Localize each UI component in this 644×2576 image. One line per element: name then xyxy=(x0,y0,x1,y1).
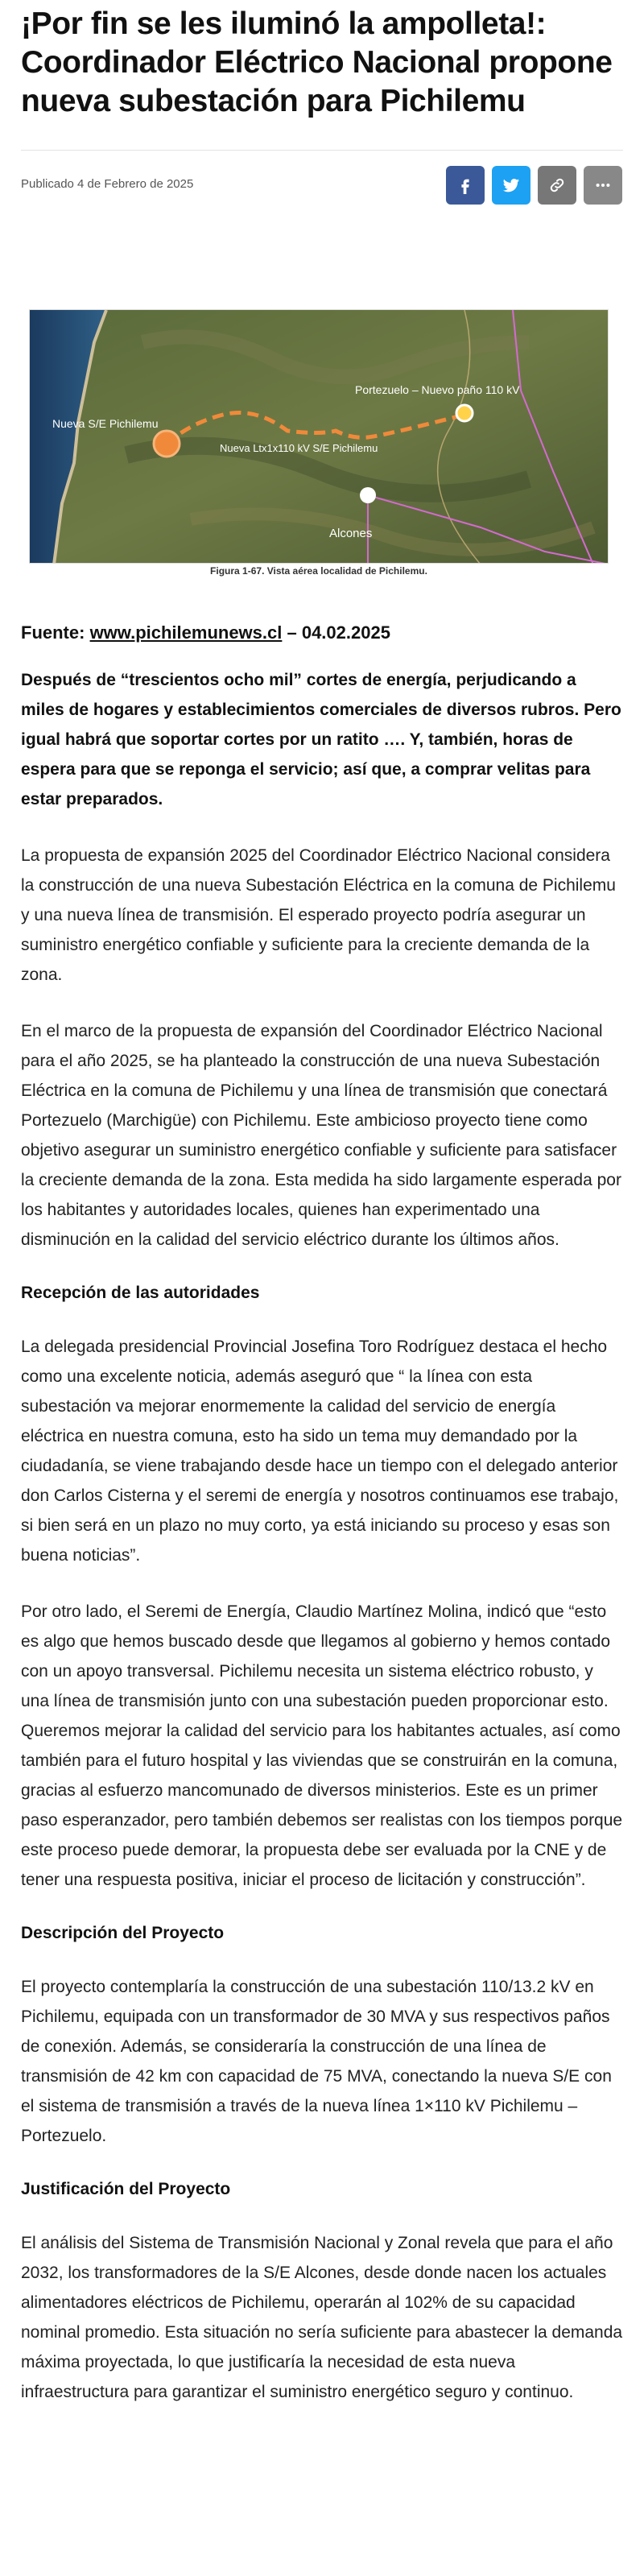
published-date: Publicado 4 de Febrero de 2025 xyxy=(21,177,194,191)
facebook-icon xyxy=(456,176,474,194)
share-link-button[interactable] xyxy=(538,166,576,205)
body-paragraph: El proyecto contemplaría la construcción de una subestación 110/13.2 kV en Pichilemu, equipada con un transformador de 30 MVA y sus respectivos paños de conexión. Además, se consideraría la construcción de una línea de transmisión de 42 km con capacidad de 75 MVA, conectando la nueva S/E con el sistema de transmisión a través de la nueva línea 1×110 kV Pichilemu – Portezuelo. xyxy=(21,1978,612,2145)
link-icon xyxy=(548,176,566,194)
body-paragraph: La propuesta de expansión 2025 del Coordinador Eléctrico Nacional considera la construcción de una nueva Subestación Eléctrica en la comuna de Pichilemu y una nueva línea de transmisión. El esperado proyecto podría asegurar un suministro energético confiable y suficiente para la creciente demanda de la zona. xyxy=(21,846,616,984)
figure-caption: Figura 1-67. Vista aérea localidad de Pichilemu. xyxy=(210,565,427,577)
portezuelo-marker xyxy=(456,405,473,421)
label-alcones: Alcones xyxy=(329,527,373,540)
section-heading-justification: Justificación del Proyecto xyxy=(21,2180,231,2198)
more-dots-icon xyxy=(594,176,612,194)
body-paragraph: La delegada presidencial Provincial Josefina Toro Rodríguez destaca el hecho como una excelente noticia, además aseguró que “ la línea con esta subestación va mejorar enormemente la calidad del servicio de energía eléctrica en nuestra comuna, esto ha sido un tema muy demandado por la ciudadanía, se viene trabajando desde hace un tiempo con el delegado anterior don Carlos Cisterna y el seremi de energía y nosotros continuamos ese trabajo, si bien será en un plazo no muy corto, ya está iniciando su proceso y esas son buena noticias”. xyxy=(21,1338,619,1565)
article-body xyxy=(21,665,623,2433)
source-suffix: – 04.02.2025 xyxy=(282,622,390,643)
label-portezuelo: Portezuelo – Nuevo paño 110 kV xyxy=(355,383,520,396)
label-new-substation: Nueva S/E Pichilemu xyxy=(52,417,159,430)
article-title: ¡Por fin se les iluminó la ampolleta!: Coordinador Eléctrico Nacional propone nueva subestación para Pichilemu xyxy=(21,6,613,118)
meta-divider xyxy=(21,150,623,151)
body-paragraph: En el marco de la propuesta de expansión del Coordinador Eléctrico Nacional para el año 2025, se ha planteado la construcción de una nueva Subestación Eléctrica en la comuna de Pichilemu y una línea de transmisión que conectará Portezuelo (Marchigüe) con Pichilemu. Este ambicioso proyecto tiene como objetivo asegurar un suministro energético confiable y suficiente para satisfacer la creciente demanda de la zona. Esta medida ha sido largamente esperada por los habitantes y autoridades locales, quienes han experimentado una disminución en la calidad del servicio eléctrico durante los últimos años. xyxy=(21,1022,621,1249)
share-facebook-button[interactable] xyxy=(446,166,485,205)
label-new-line: Nueva Ltx1x110 kV S/E Pichilemu xyxy=(220,442,378,454)
alcones-marker xyxy=(360,487,376,503)
article-figure-map xyxy=(29,309,609,564)
source-prefix: Fuente: xyxy=(21,622,90,643)
source-line xyxy=(21,622,390,643)
section-heading-authorities: Recepción de las autoridades xyxy=(21,1284,260,1302)
lead-paragraph: Después de “trescientos ocho mil” cortes de energía, perjudicando a miles de hogares y establecimientos comerciales de diversos rubros. Pero igual habrá que soportar cortes por un ratito …. Y, también, horas de espera para que se reponga el servicio; así que, a comprar velitas para estar preparados. xyxy=(21,671,621,808)
share-twitter-button[interactable] xyxy=(492,166,530,205)
aerial-map-image xyxy=(30,310,609,564)
body-paragraph: Por otro lado, el Seremi de Energía, Claudio Martínez Molina, indicó que “esto es algo que hemos buscado desde que llegamos al gobierno y hemos contado con un apoyo transversal. Pichilemu necesita un sistema eléctrico robusto, y una línea de transmisión junto con una subestación pueden proporcionar esto. Queremos mejorar la calidad del servicio para los habitantes actuales, así como también para el futuro hospital y las viviendas que se construirán en la comuna, gracias al esfuerzo mancomunado de diversos ministerios. Este es un primer paso esperanzador, pero también debemos ser realistas con los tiempos porque este proceso puede demorar, la propuesta debe ser evaluada por la CNE y de tener una respuesta positiva, iniciar el proceso de licitación y construcción”. xyxy=(21,1602,623,1889)
section-heading-description: Descripción del Proyecto xyxy=(21,1924,225,1942)
new-substation-marker xyxy=(154,431,180,457)
twitter-icon xyxy=(502,176,520,194)
share-more-button[interactable] xyxy=(584,166,622,205)
body-paragraph: El análisis del Sistema de Transmisión Nacional y Zonal revela que para el año 2032, los transformadores de la S/E Alcones, desde donde nacen los actuales alimentadores eléctricos de Pichilemu, operarán al 102% de su capacidad nominal promedio. Esta situación no sería suficiente para abastecer la demanda máxima proyectada, lo que justificaría la necesidad de esta nueva infraestructura para garantizar el suministro energético seguro y continuo. xyxy=(21,2234,623,2401)
share-buttons xyxy=(446,166,622,205)
source-link[interactable]: www.pichilemunews.cl xyxy=(89,622,283,643)
